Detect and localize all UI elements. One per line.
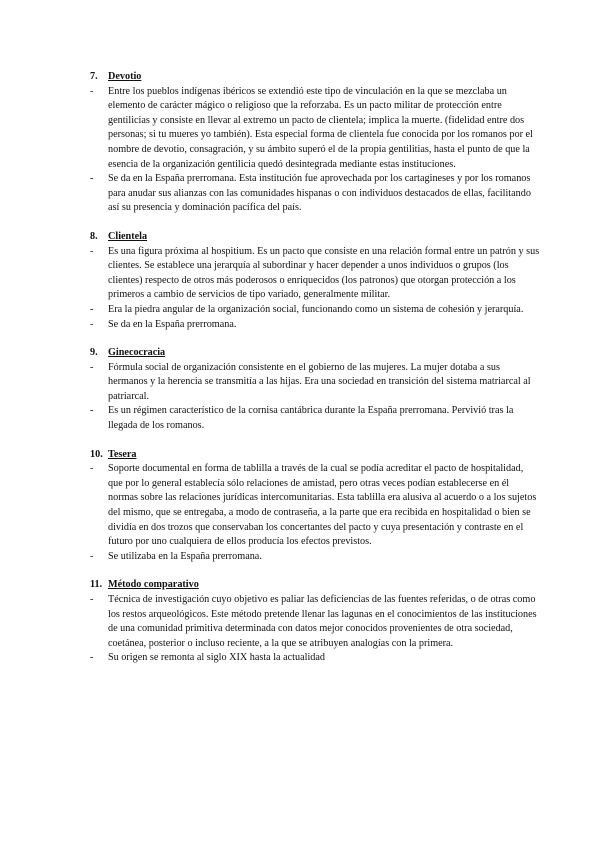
list-item: - Entre los pueblos indígenas ibéricos se extendió este tipo de vinculación en la que se mezclaba un elemento de carácter mágico o religioso que la reforzaba. Es un pacto militar de protección entre gentilicias y consiste en llevar al extremo un pacto de clientela; implica la muerte. (fidelidad entre dos personas; si tu mueres yo también). Esta especial forma de clientela fue conocida por los romanos por el nombre de devotio, consagración, y su ámbito superó el de la propia gentilitias, hasta el punto de que la esencia de la organización gentilicia quedó desintegrada mediante estas instituciones.: [90, 85, 540, 173]
section-heading: [90, 346, 540, 361]
list-item: - Se da en la España prerromana. Esta institución fue aprovechada por los cartagineses y por los romanos para anudar sus alianzas con las comunidades hispanas o con individuos destacados de ellas, facilitando así su presencia y dominación pacífica del país.: [90, 172, 540, 216]
bullet-list: [90, 245, 540, 333]
bullet-list: [90, 85, 540, 216]
section-title: Ginecocracia: [108, 347, 166, 359]
bullet-list: [90, 361, 540, 434]
list-item: - Fórmula social de organización consistente en el gobierno de las mujeres. La mujer dotaba a sus hermanos y la herencia se transmitía a las hijas. Era una sociedad en transición del sistema matriarcal al patriarcal.: [90, 361, 540, 405]
section-clientela: [90, 230, 540, 332]
section-heading: [90, 448, 540, 463]
section-heading: [90, 230, 540, 245]
list-item: - Técnica de investigación cuyo objetivo es paliar las deficiencias de las fuentes referidas, o de otras como los restos arqueológicos. Este método pretende llenar las lagunas en el conocimientos de las instituciones de una comunidad primitiva determinada con datos mejor conocidos provenientes de otra sociedad, coetánea, posterior o incluso reciente, a la que se atribuyen analogías con la primera.: [90, 593, 540, 651]
list-item: - Se utilizaba en la España prerromana.: [90, 550, 540, 565]
list-item: - Soporte documental en forma de tablilla a través de la cual se podía acreditar el pacto de hospitalidad, que por lo general establecía sólo relaciones de amistad, pero otras veces podían establecerse en él normas sobre las relaciones jurídicas intercomunitarias. Esta tablilla era alusiva al acuerdo o a los sujetos del mismo, que se entregaba, a modo de contraseña, a la parte que era recibida en hospitalidad o bien se dividía en dos trozos que conservaban los concertantes del pacto y cuya presentación y contraste en el futuro por uno cualquiera de ellos producía los efectos previstos.: [90, 462, 540, 550]
bullet-list: [90, 593, 540, 666]
section-title: Devotio: [108, 71, 142, 82]
section-title: Método comparativo: [108, 579, 199, 591]
list-item: - Es un régimen característico de la cornisa cantábrica durante la España prerromana. Pervivió tras la llegada de los romanos.: [90, 404, 540, 433]
section-ginecocracia: [90, 346, 540, 434]
section-heading: [90, 578, 540, 593]
section-heading: [90, 70, 540, 85]
section-devotio: [90, 70, 540, 216]
section-title: Clientela: [108, 230, 148, 242]
list-item: - Su origen se remonta al siglo XIX hasta la actualidad: [90, 651, 540, 666]
section-number: 9.: [90, 347, 98, 359]
section-number: 10.: [90, 448, 103, 460]
list-item: - Se da en la España prerromana.: [90, 318, 540, 333]
section-number: 11.: [90, 579, 103, 591]
section-title: Tesera: [108, 448, 137, 460]
list-item: - Era la piedra angular de la organización social, funcionando como un sistema de cohesión y jerarquía.: [90, 303, 540, 318]
bullet-list: [90, 462, 540, 564]
section-tesera: [90, 448, 540, 565]
section-number: 7.: [90, 71, 98, 82]
list-item: - Es una figura próxima al hospitium. Es un pacto que consiste en una relación formal entre un patrón y sus clientes. Se establece una jerarquía al subordinar y hacer depender a unos individuos o grupos (los clientes) respecto de otros más poderosos o enriquecidos (los patronos) que otorgan protección a los primeros a cambio de servicios de tipo variado, generalmente militar.: [90, 245, 540, 303]
section-number: 8.: [90, 230, 98, 242]
section-metodo-comparativo: [90, 578, 540, 666]
